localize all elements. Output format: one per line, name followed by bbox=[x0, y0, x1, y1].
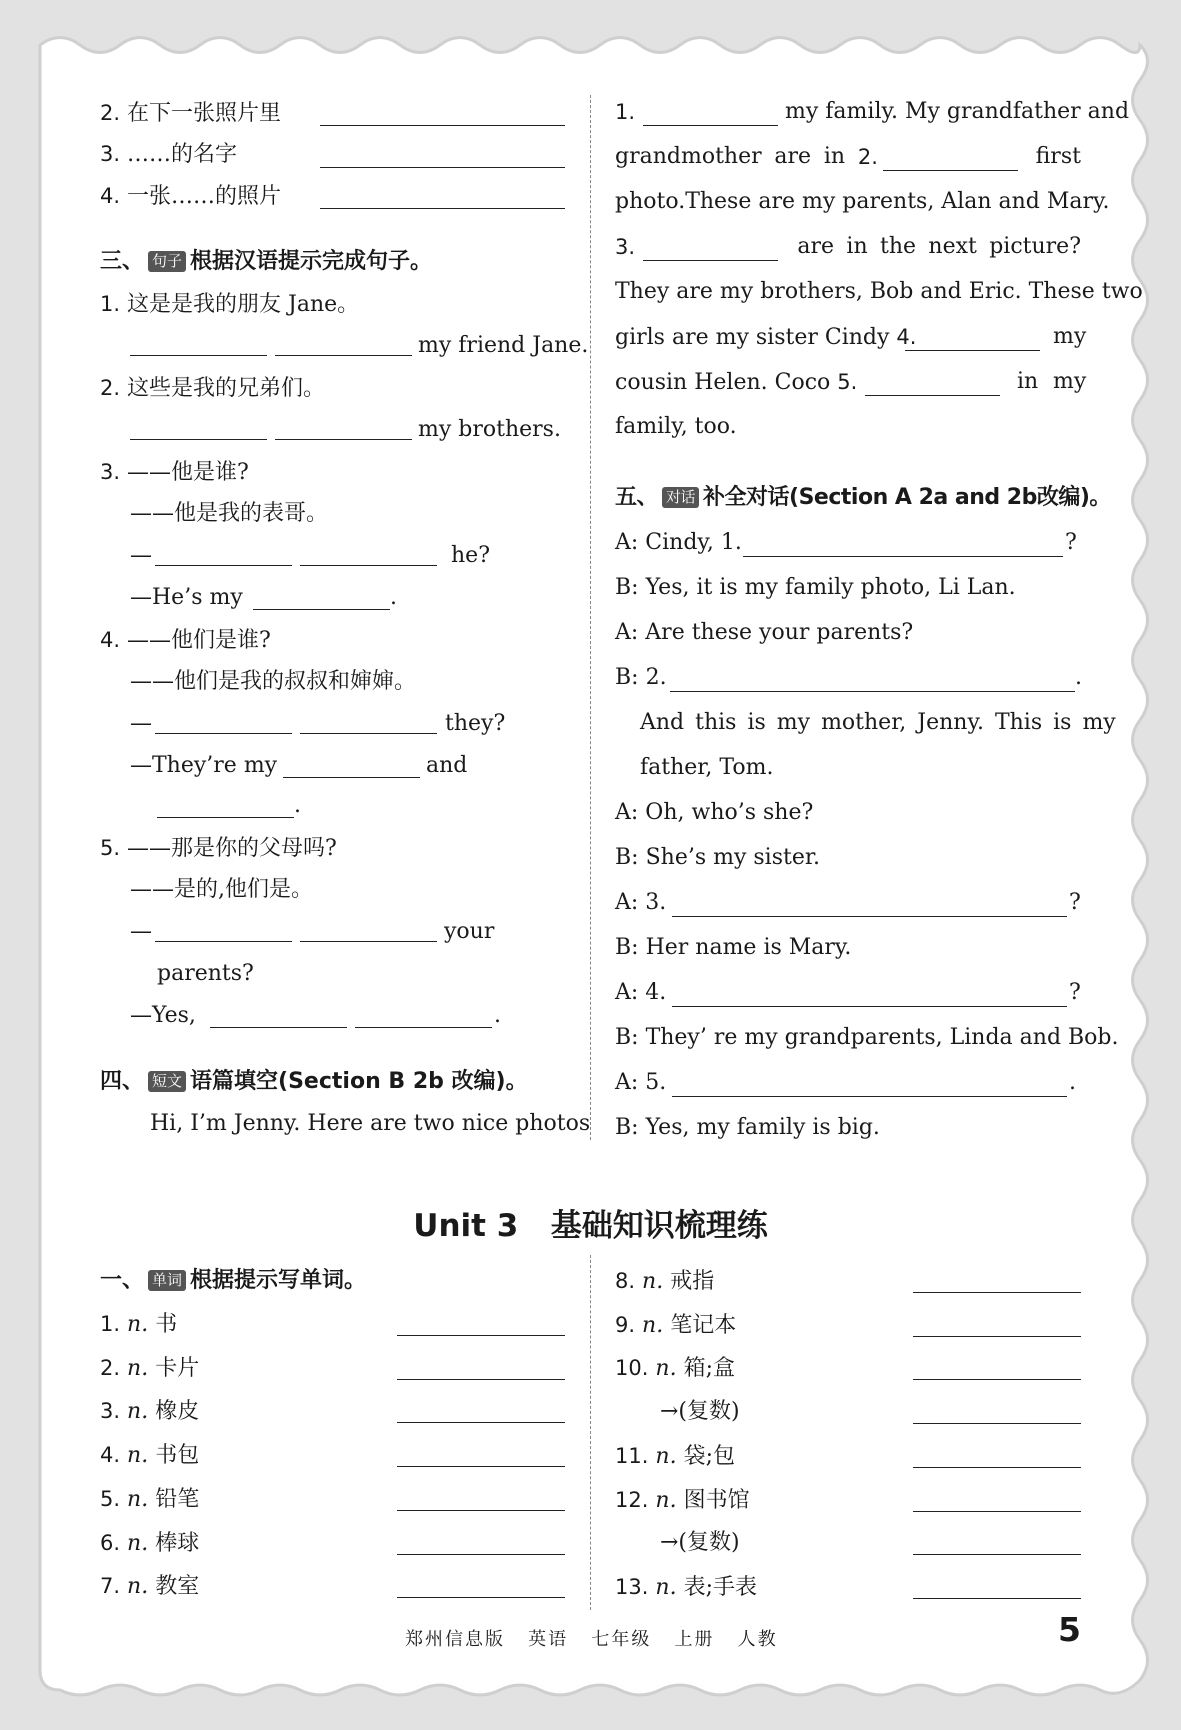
section-badge: 短文 bbox=[148, 1071, 186, 1092]
answer-blank[interactable] bbox=[672, 894, 1067, 917]
answer-blank[interactable] bbox=[670, 669, 1075, 692]
word-item bbox=[615, 1572, 757, 1603]
answer-blank[interactable] bbox=[743, 534, 1063, 557]
answer-blank[interactable] bbox=[672, 1074, 1067, 1097]
dialog-line: A: Are these your parents? bbox=[615, 620, 914, 645]
sentence-2-tail: my brothers. bbox=[418, 417, 561, 442]
word-item bbox=[100, 1396, 199, 1427]
answer-blank[interactable] bbox=[130, 417, 267, 440]
item-number: 10. bbox=[615, 1356, 649, 1381]
item-number: 1. bbox=[100, 1312, 121, 1336]
answer-blank[interactable] bbox=[397, 1400, 565, 1423]
part-of-speech: n. bbox=[127, 1399, 149, 1425]
word-hint: 图书馆 bbox=[683, 1487, 750, 1513]
answer-blank[interactable] bbox=[320, 145, 565, 168]
dialog-line: B: Yes, it is my family photo, Li Lan. bbox=[615, 575, 1016, 600]
section-badge: 对话 bbox=[662, 487, 699, 508]
section-4-heading: 四、 短文 语篇填空(Section B 2b 改编)。 bbox=[100, 1069, 528, 1094]
unit-title: Unit 3 基础知识梳理练 bbox=[413, 1208, 768, 1244]
word-hint: 棒球 bbox=[155, 1530, 200, 1556]
passage-line-5: They are my brothers, Bob and Eric. These two bbox=[615, 279, 1143, 304]
dialog-line: B: They’ re my grandparents, Linda and Bob. bbox=[615, 1025, 1119, 1050]
word-item bbox=[660, 1528, 740, 1558]
word-hint: →(复数) bbox=[660, 1399, 740, 1425]
answer-blank[interactable] bbox=[905, 328, 1040, 351]
word-item bbox=[615, 1353, 735, 1384]
sentence-4-answer: —They’re my bbox=[130, 753, 278, 778]
word-item bbox=[100, 1484, 199, 1515]
sentence-4-cn2: ——他们是我的叔叔和婶婶。 bbox=[130, 669, 417, 694]
part-of-speech: n. bbox=[127, 1355, 149, 1381]
period: . bbox=[494, 1003, 501, 1028]
word-hint: 表;手表 bbox=[683, 1574, 757, 1600]
section-badge: 单词 bbox=[148, 1270, 186, 1291]
word-item bbox=[100, 1353, 199, 1384]
answer-blank[interactable] bbox=[643, 238, 778, 261]
passage-line-1: 1. bbox=[615, 100, 636, 124]
answer-blank[interactable] bbox=[643, 103, 778, 126]
dialog-line: And this is my mother, Jenny. This is my bbox=[640, 710, 1116, 735]
word-hint: 笔记本 bbox=[670, 1312, 737, 1338]
dialog-line: A: 3. bbox=[615, 890, 667, 915]
dash: — bbox=[130, 919, 152, 944]
column-divider-bottom bbox=[590, 1255, 591, 1610]
passage-line-7: cousin Helen. Coco 5. bbox=[615, 370, 858, 395]
dialog-line: A: 5. bbox=[615, 1070, 667, 1095]
answer-blank[interactable] bbox=[672, 984, 1067, 1007]
answer-blank[interactable] bbox=[155, 919, 292, 942]
section-1-heading: 一、 单词 根据提示写单词。 bbox=[100, 1268, 367, 1293]
word-item bbox=[100, 1309, 177, 1340]
answer-blank[interactable] bbox=[157, 795, 294, 818]
word-item bbox=[615, 1266, 714, 1297]
part-of-speech: n. bbox=[127, 1530, 149, 1556]
part-of-speech: n. bbox=[642, 1312, 664, 1338]
sentence-5-tail2: parents? bbox=[157, 961, 254, 986]
period: . bbox=[390, 585, 397, 610]
sentence-3-tail: he? bbox=[451, 543, 490, 568]
part-of-speech: n. bbox=[655, 1487, 677, 1513]
dialog-line: A: Oh, who’s she? bbox=[615, 800, 814, 825]
word-hint: 橡皮 bbox=[155, 1399, 200, 1425]
answer-blank[interactable] bbox=[913, 1445, 1081, 1468]
part-of-speech: n. bbox=[655, 1574, 677, 1600]
dash: — bbox=[130, 543, 152, 568]
part-of-speech: n. bbox=[655, 1443, 677, 1469]
section-badge: 句子 bbox=[148, 251, 186, 272]
answer-blank[interactable] bbox=[397, 1488, 565, 1511]
answer-blank[interactable] bbox=[320, 103, 565, 126]
answer-blank[interactable] bbox=[355, 1005, 492, 1028]
phrase-item: 3. ……的名字 bbox=[100, 142, 238, 167]
dialog-line: B: Her name is Mary. bbox=[615, 935, 852, 960]
dialog-line: father, Tom. bbox=[640, 755, 774, 780]
passage-line-2: grandmother are in 2. first bbox=[615, 144, 1081, 169]
answer-blank[interactable] bbox=[865, 373, 1000, 396]
answer-blank[interactable] bbox=[397, 1532, 565, 1555]
word-hint: →(复数) bbox=[660, 1530, 740, 1556]
word-item bbox=[100, 1440, 199, 1471]
answer-blank[interactable] bbox=[320, 186, 565, 209]
dialog-line: B: 2. bbox=[615, 665, 667, 690]
dialog-line: B: Yes, my family is big. bbox=[615, 1115, 880, 1140]
section-3-heading: 三、 句子 根据汉语提示完成句子。 bbox=[100, 249, 433, 274]
sentence-4-cn: 4. ——他们是谁? bbox=[100, 628, 271, 653]
answer-blank[interactable] bbox=[210, 1005, 347, 1028]
sentence-5-tail: your bbox=[444, 919, 495, 944]
section-5-heading: 五、 对话 补全对话(Section A 2a and 2b改编)。 bbox=[615, 485, 1111, 510]
part-of-speech: n. bbox=[127, 1312, 149, 1337]
sentence-3-answer: —He’s my bbox=[130, 585, 243, 610]
item-number: 8. bbox=[615, 1269, 636, 1293]
answer-blank[interactable] bbox=[913, 1401, 1081, 1424]
item-number: 11. bbox=[615, 1443, 649, 1468]
word-item bbox=[615, 1485, 750, 1516]
column-divider-top bbox=[590, 95, 591, 1140]
dash: — bbox=[130, 711, 152, 736]
dialog-line: B: She’s my sister. bbox=[615, 845, 820, 870]
answer-blank[interactable] bbox=[300, 919, 437, 942]
word-item bbox=[615, 1441, 735, 1472]
and-word: and bbox=[426, 753, 468, 778]
answer-blank[interactable] bbox=[155, 711, 292, 734]
page-number: 5 bbox=[1058, 1610, 1081, 1649]
word-hint: 书 bbox=[155, 1312, 178, 1337]
answer-blank[interactable] bbox=[283, 755, 420, 778]
item-number: 4. bbox=[100, 1443, 121, 1468]
item-number: 6. bbox=[100, 1530, 121, 1555]
answer-blank[interactable] bbox=[275, 333, 412, 356]
item-number: 2. bbox=[100, 1355, 121, 1380]
answer-blank[interactable] bbox=[253, 587, 390, 610]
answer-blank[interactable] bbox=[913, 1270, 1081, 1293]
answer-blank[interactable] bbox=[913, 1489, 1081, 1512]
word-hint: 箱;盒 bbox=[683, 1356, 735, 1382]
word-list-right bbox=[615, 1266, 1081, 1616]
answer-blank[interactable] bbox=[913, 1532, 1081, 1555]
word-hint: 袋;包 bbox=[683, 1443, 735, 1469]
part-of-speech: n. bbox=[127, 1486, 149, 1512]
item-number: 13. bbox=[615, 1574, 649, 1599]
dialog-line: A: 4. bbox=[615, 980, 667, 1005]
word-item bbox=[100, 1528, 199, 1559]
sentence-5-cn: 5. ——那是你的父母吗? bbox=[100, 836, 337, 861]
answer-blank[interactable] bbox=[397, 1444, 565, 1467]
answer-blank[interactable] bbox=[913, 1576, 1081, 1599]
word-list-left bbox=[100, 1266, 565, 1616]
answer-blank[interactable] bbox=[397, 1357, 565, 1380]
item-number: 5. bbox=[100, 1486, 121, 1511]
word-hint: 卡片 bbox=[155, 1355, 200, 1381]
footer-text: 郑州信息版 英语 七年级 上册 人教 bbox=[405, 1629, 778, 1650]
item-number: 9. bbox=[615, 1312, 636, 1337]
answer-blank[interactable] bbox=[275, 417, 412, 440]
word-hint: 铅笔 bbox=[155, 1486, 200, 1512]
answer-blank[interactable] bbox=[397, 1575, 565, 1598]
passage-line-3: photo.These are my parents, Alan and Mary. bbox=[615, 189, 1110, 214]
part-of-speech: n. bbox=[655, 1356, 677, 1382]
answer-blank[interactable] bbox=[883, 148, 1018, 171]
passage-line-6: girls are my sister Cindy 4. bbox=[615, 325, 917, 350]
answer-blank[interactable] bbox=[397, 1313, 565, 1336]
word-hint: 书包 bbox=[155, 1443, 200, 1469]
item-number: 7. bbox=[100, 1574, 121, 1599]
sentence-5-cn2: ——是的,他们是。 bbox=[130, 877, 313, 902]
period: . bbox=[294, 793, 301, 818]
word-item bbox=[100, 1571, 199, 1602]
item-number: 12. bbox=[615, 1487, 649, 1512]
answer-blank[interactable] bbox=[300, 543, 437, 566]
sentence-1-cn: 1. 这是是我的朋友 Jane。 bbox=[100, 292, 360, 317]
part-of-speech: n. bbox=[127, 1574, 149, 1600]
passage-line-8: family, too. bbox=[615, 414, 737, 439]
answer-blank[interactable] bbox=[130, 333, 267, 356]
answer-blank[interactable] bbox=[913, 1314, 1081, 1337]
passage-first-line: Hi, I’m Jenny. Here are two nice photos bbox=[150, 1111, 591, 1136]
answer-blank[interactable] bbox=[300, 711, 437, 734]
answer-blank[interactable] bbox=[913, 1357, 1081, 1380]
dialog-line: A: Cindy, 1. bbox=[615, 530, 742, 555]
sentence-4-tail: they? bbox=[445, 711, 506, 736]
sentence-1-tail: my friend Jane. bbox=[418, 333, 589, 358]
phrase-item: 2. 在下一张照片里 bbox=[100, 101, 282, 126]
word-hint: 戒指 bbox=[670, 1269, 715, 1294]
sentence-3-cn2: ——他是我的表哥。 bbox=[130, 501, 329, 526]
passage-line-4: 3. are in the next picture? bbox=[615, 234, 1081, 259]
part-of-speech: n. bbox=[642, 1269, 664, 1294]
part-of-speech: n. bbox=[127, 1443, 149, 1469]
sentence-3-cn: 3. ——他是谁? bbox=[100, 460, 249, 485]
phrase-item: 4. 一张……的照片 bbox=[100, 184, 282, 209]
sentence-2-cn: 2. 这些是我的兄弟们。 bbox=[100, 376, 326, 401]
item-number: 3. bbox=[100, 1399, 121, 1424]
answer-blank[interactable] bbox=[155, 543, 292, 566]
word-item bbox=[615, 1310, 736, 1341]
word-item bbox=[660, 1397, 740, 1427]
sentence-5-answer: —Yes, bbox=[130, 1003, 196, 1028]
word-hint: 教室 bbox=[155, 1574, 200, 1600]
